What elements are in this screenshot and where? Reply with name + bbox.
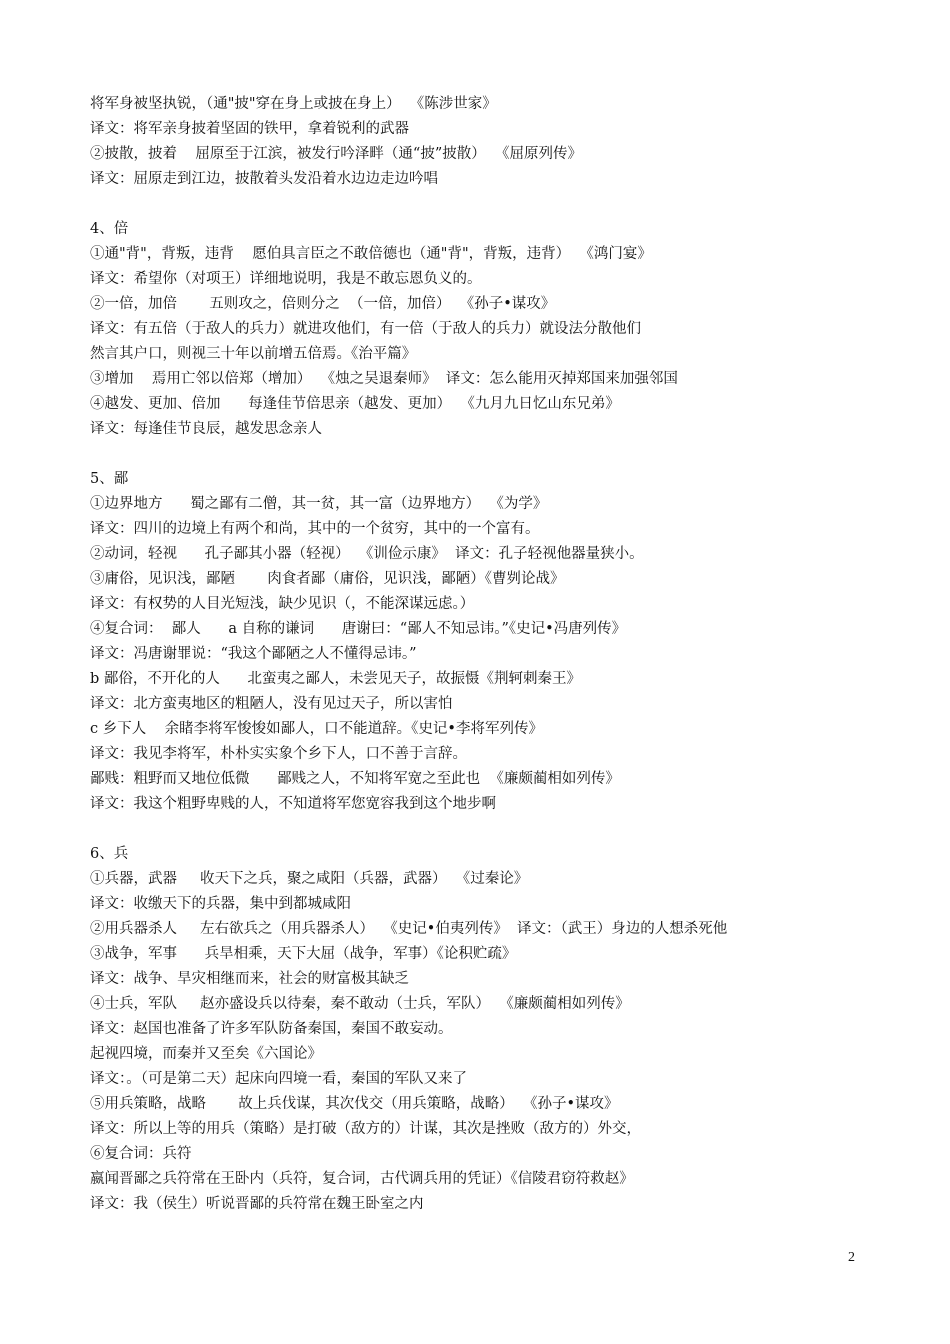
text-line: 译文：冯唐谢罪说：“我这个鄙陋之人不懂得忌讳。” — [90, 646, 417, 662]
text-line: 译文：有权势的人目光短浅，缺少见识（，不能深谋远虑。） — [90, 596, 475, 612]
text-line: ③增加 焉用亡邻以倍郑（增加） 《烛之吴退秦师》 译文：怎么能用灭掉郑国来加强邻国 — [90, 371, 678, 387]
blank-line — [90, 192, 910, 217]
text-line: 译文：所以上等的用兵（策略）是打破（敌方的）计谋，其次是挫败（敌方的）外交， — [90, 1121, 641, 1137]
text-line: 译文：收缴天下的兵器，集中到都城咸阳 — [90, 896, 351, 912]
text-line: 4、倍 — [90, 221, 129, 237]
text-line: 6、兵 — [90, 846, 129, 862]
text-line: ④复合词： 鄙人 a 自称的谦词 唐谢曰：“鄙人不知忌讳。”《史记•冯唐列传》 — [90, 621, 627, 637]
page-body — [90, 92, 910, 1217]
blank-line — [90, 817, 910, 842]
text-line: 译文：。（可是第二天）起床向四境一看，秦国的军队又来了 — [90, 1071, 467, 1087]
text-line: 嬴闻晋鄙之兵符常在王卧内（兵符，复合词，古代调兵用的凭证）《信陵君窃符救赵》 — [90, 1171, 634, 1187]
text-line: b 鄙俗，不开化的人 北蛮夷之鄙人，未尝见天子，故振慑《荆轲刺秦王》 — [90, 671, 582, 687]
text-line: ①兵器，武器 收天下之兵，聚之咸阳（兵器，武器） 《过秦论》 — [90, 871, 529, 887]
text-line: c 乡下人 余睹李将军悛悛如鄙人，口不能道辞。《史记•李将军列传》 — [90, 721, 543, 737]
text-line: ④越发、更加、倍加 每逢佳节倍思亲（越发、更加） 《九月九日忆山东兄弟》 — [90, 396, 620, 412]
text-line: 译文：每逢佳节良辰，越发思念亲人 — [90, 421, 322, 437]
text-line: 鄙贱：粗野而又地位低微 鄙贱之人，不知将军宽之至此也 《廉颇蔺相如列传》 — [90, 771, 620, 787]
blank-line — [90, 442, 910, 467]
text-line: 译文：我见李将军，朴朴实实象个乡下人，口不善于言辞。 — [90, 746, 467, 762]
text-line: 译文：赵国也准备了许多军队防备秦国，秦国不敢妄动。 — [90, 1021, 453, 1037]
text-line: 译文：希望你（对项王）详细地说明，我是不敢忘恩负义的。 — [90, 271, 482, 287]
text-line: ⑤用兵策略，战略 故上兵伐谋，其次伐交（用兵策略，战略） 《孙子•谋攻》 — [90, 1096, 619, 1112]
text-line: ②一倍，加倍 五则攻之，倍则分之 （一倍，加倍） 《孙子•谋攻》 — [90, 296, 556, 312]
text-line: 译文：战争、旱灾相继而来，社会的财富极其缺乏 — [90, 971, 409, 987]
text-line: ②披散，披着 屈原至于江滨，被发行吟泽畔（通“披”披散） 《屈原列传》 — [90, 146, 582, 162]
text-line: ②动词，轻视 孔子鄙其小器（轻视） 《训俭示康》 译文：孔子轻视他器量狭小。 — [90, 546, 644, 562]
text-line: 译文：四川的边境上有两个和尚，其中的一个贫穷，其中的一个富有。 — [90, 521, 540, 537]
text-line: 译文：屈原走到江边，披散着头发沿着水边边走边吟唱 — [90, 171, 438, 187]
text-line: 5、鄙 — [90, 471, 129, 487]
text-line: ②用兵器杀人 左右欲兵之（用兵器杀人） 《史记•伯夷列传》 译文：（武王）身边的人想杀死他 — [90, 921, 728, 937]
text-line: 译文：北方蛮夷地区的粗陋人，没有见过天子，所以害怕 — [90, 696, 453, 712]
text-line: 起视四境，而秦并又至矣《六国论》 — [90, 1046, 322, 1062]
text-line: 译文：我（侯生）听说晋鄙的兵符常在魏王卧室之内 — [90, 1196, 424, 1212]
text-line: 译文：我这个粗野卑贱的人，不知道将军您宽容我到这个地步啊 — [90, 796, 496, 812]
text-line: ①通"背"，背叛，违背 愿伯具言臣之不敢倍德也（通"背"，背叛，违背） 《鸿门宴》 — [90, 246, 652, 262]
text-line: 译文：将军亲身披着坚固的铁甲，拿着锐利的武器 — [90, 121, 409, 137]
text-line: 然言其户口，则视三十年以前增五倍焉。《治平篇》 — [90, 346, 417, 362]
text-line: ①边界地方 蜀之鄙有二僧，其一贫，其一富（边界地方） 《为学》 — [90, 496, 548, 512]
text-line: 将军身被坚执锐，（通"披"穿在身上或披在身上） 《陈涉世家》 — [90, 96, 497, 112]
page-number: 2 — [848, 1250, 855, 1265]
text-line: ⑥复合词：兵符 — [90, 1146, 192, 1162]
text-line: 译文：有五倍（于敌人的兵力）就进攻他们，有一倍（于敌人的兵力）就设法分散他们 — [90, 321, 641, 337]
text-line: ④士兵，军队 赵亦盛设兵以待秦，秦不敢动（士兵，军队） 《廉颇蔺相如列传》 — [90, 996, 630, 1012]
text-line: ③战争，军事 兵旱相乘，天下大屈（战争，军事）《论积贮疏》 — [90, 946, 517, 962]
text-line: ③庸俗，见识浅，鄙陋 肉食者鄙（庸俗，见识浅，鄙陋）《曹刿论战》 — [90, 571, 565, 587]
